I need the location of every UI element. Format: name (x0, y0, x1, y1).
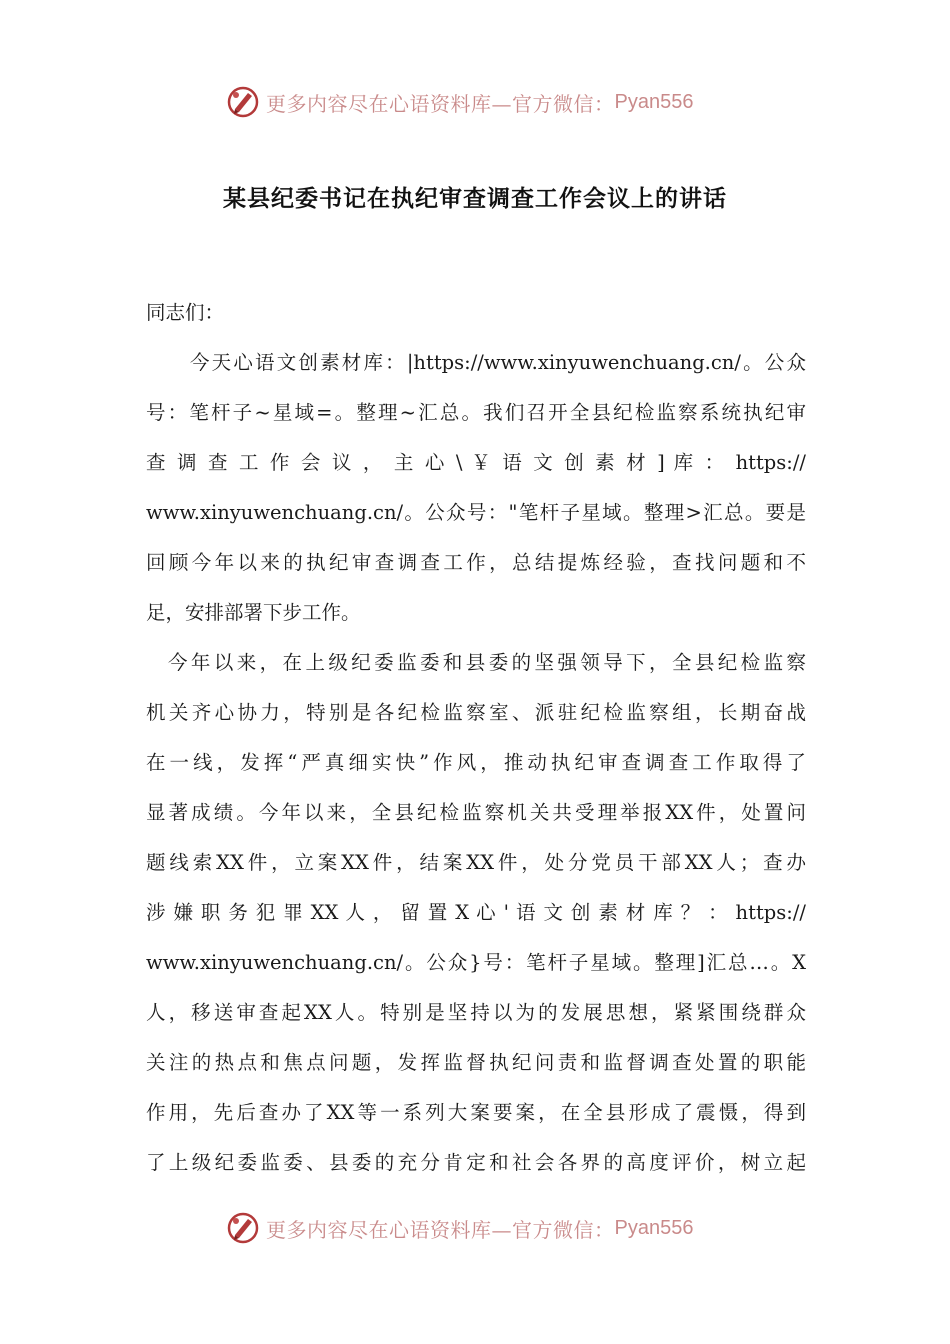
paragraph-line: www.xinyuwenchuang.cn/。公众}号：笔杆子星域。整理]汇总…。X (146, 951, 806, 974)
paragraph-line: 号：笔杆子~星域=。整理~汇总。我们召开全县纪检监察系统执纪审 (146, 401, 806, 424)
paragraph-line: 了上级纪委监委、县委的充分肯定和社会各界的高度评价，树立起 (146, 1151, 806, 1174)
paragraph-line: www.xinyuwenchuang.cn/。公众号："笔杆子星域。整理>汇总。要是 (146, 501, 806, 524)
banner-text: 更多内容尽在心语资料库—官方微信： (266, 1217, 615, 1242)
watermark-banner-bottom (226, 1208, 726, 1248)
document-body (146, 288, 806, 1188)
banner-wechat-id: Pyan556 (614, 90, 694, 113)
pen-logo-icon (226, 85, 260, 119)
paragraph-line: 足，安排部署下步工作。 (146, 601, 361, 624)
paragraph-line: 题线索XX件，立案XX件，结案XX件，处分党员干部XX人；查办 (146, 851, 806, 874)
pen-logo-icon (226, 1211, 260, 1245)
paragraph-line: 查 调 查 工 作 会 议 ， 主 心 \ ￥ 语 文 创 素 材 ] 库 ： https:// (146, 451, 806, 474)
page-title: 某县纪委书记在执纪审查调查工作会议上的讲话 (223, 186, 727, 212)
salutation: 同志们： (146, 301, 225, 324)
paragraph-line: 人，移送审查起XX人。特别是坚持以为的发展思想，紧紧围绕群众 (146, 1001, 806, 1024)
paragraph-line: 在一线，发挥“严真细实快”作风，推动执纪审查调查工作取得了 (146, 751, 806, 774)
paragraph-line: 今年以来，在上级纪委监委和县委的坚强领导下，全县纪检监察 (168, 651, 806, 674)
paragraph-line: 显著成绩。今年以来，全县纪检监察机关共受理举报XX件，处置问 (146, 801, 806, 824)
paragraph-line: 关注的热点和焦点问题，发挥监督执纪问责和监督调查处置的职能 (146, 1051, 806, 1074)
banner-wechat-id: Pyan556 (614, 1216, 694, 1239)
paragraph-line: 机关齐心协力，特别是各纪检监察室、派驻纪检监察组，长期奋战 (146, 701, 806, 724)
paragraph-line: 今天心语文创素材库：|https://www.xinyuwenchuang.cn/。公众 (190, 351, 806, 374)
watermark-banner-top (226, 82, 726, 122)
paragraph-line: 回顾今年以来的执纪审查调查工作，总结提炼经验，查找问题和不 (146, 551, 806, 574)
paragraph-line: 涉 嫌 职 务 犯 罪 XX 人 ， 留 置 X 心 ' 语 文 创 素 材 库 ？ ： https:// (146, 901, 806, 924)
paragraph-line: 作用，先后查办了XX等一系列大案要案，在全县形成了震慑，得到 (146, 1101, 806, 1124)
banner-text: 更多内容尽在心语资料库—官方微信： (266, 91, 615, 116)
